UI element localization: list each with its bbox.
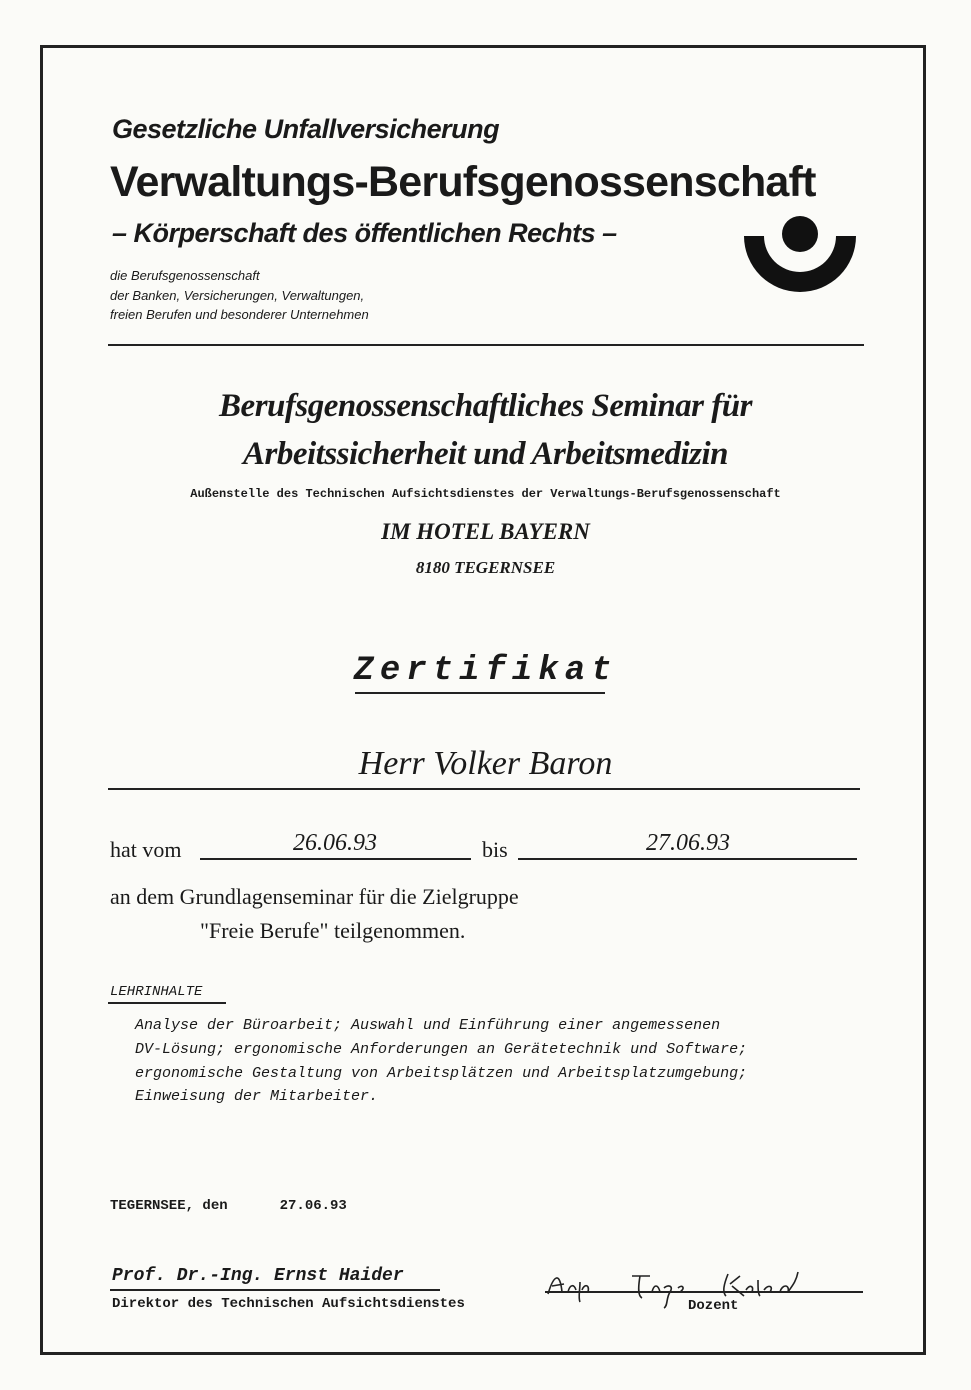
place-label: TEGERNSEE, den (110, 1198, 228, 1214)
date-to-label: bis (482, 837, 508, 862)
contents-label: LEHRINHALTE (110, 984, 203, 1000)
bg-logo-icon (740, 212, 860, 292)
contents-line: DV-Lösung; ergonomische Anforderungen an Gerätetechnik und Software; (135, 1041, 748, 1058)
seminar-hotel: IM HOTEL BAYERN (381, 519, 590, 544)
seminar-title-line2: Arbeitssicherheit und Arbeitsmedizin (242, 436, 729, 472)
certificate-title: Zertifikat (353, 652, 618, 690)
header-statutory-insurance: Gesetzliche Unfallversicherung (112, 114, 500, 144)
participation-line: "Freie Berufe" teilgenommen. (200, 918, 466, 943)
left-signatory-name: Prof. Dr.-Ing. Ernst Haider (112, 1266, 404, 1286)
certificate-title-underline (355, 692, 605, 694)
handwritten-signature-icon (540, 1262, 820, 1312)
contents-line: ergonomische Gestaltung von Arbeitsplätzen und Arbeitsplatzumgebung; (135, 1065, 748, 1082)
contents-label-underline (108, 1002, 226, 1004)
seminar-city: 8180 TEGERNSEE (415, 558, 556, 577)
header-divider (108, 344, 864, 346)
right-signature-line (545, 1291, 863, 1293)
seminar-branch: Außenstelle des Technischen Aufsichtsdienstes der Verwaltungs-Berufsgenossenschaft (190, 487, 781, 501)
header-legal-status: – Körperschaft des öffentlichen Rechts – (112, 218, 617, 248)
seminar-title-line1: Berufsgenossenschaftliches Seminar für (219, 388, 752, 424)
left-signature-line (110, 1289, 440, 1291)
recipient-underline (108, 788, 860, 790)
date-from-label: hat vom (110, 837, 182, 862)
participation-line: an dem Grundlagenseminar für die Zielgruppe (110, 884, 519, 909)
header-description-line: der Banken, Versicherungen, Verwaltungen, (110, 288, 365, 303)
right-signatory-title: Dozent (688, 1298, 739, 1314)
date-from-value: 26.06.93 (293, 830, 377, 856)
issue-date: 27.06.93 (279, 1198, 347, 1214)
date-to-underline (518, 858, 857, 860)
left-signatory-title: Direktor des Technischen Aufsichtsdienstes (112, 1296, 465, 1312)
contents-line: Einweisung der Mitarbeiter. (135, 1088, 379, 1105)
place-date (110, 1198, 347, 1214)
date-from-underline (200, 858, 471, 860)
header-description-line: freien Berufen und besonderer Unternehmen (110, 307, 369, 322)
header-organization-name: Verwaltungs-Berufsgenossenschaft (110, 158, 816, 206)
date-to-value: 27.06.93 (646, 830, 730, 856)
header-description-line: die Berufsgenossenschaft (110, 268, 260, 283)
recipient-name: Herr Volker Baron (358, 745, 613, 782)
contents-line: Analyse der Büroarbeit; Auswahl und Einführung einer angemessenen (135, 1017, 721, 1034)
